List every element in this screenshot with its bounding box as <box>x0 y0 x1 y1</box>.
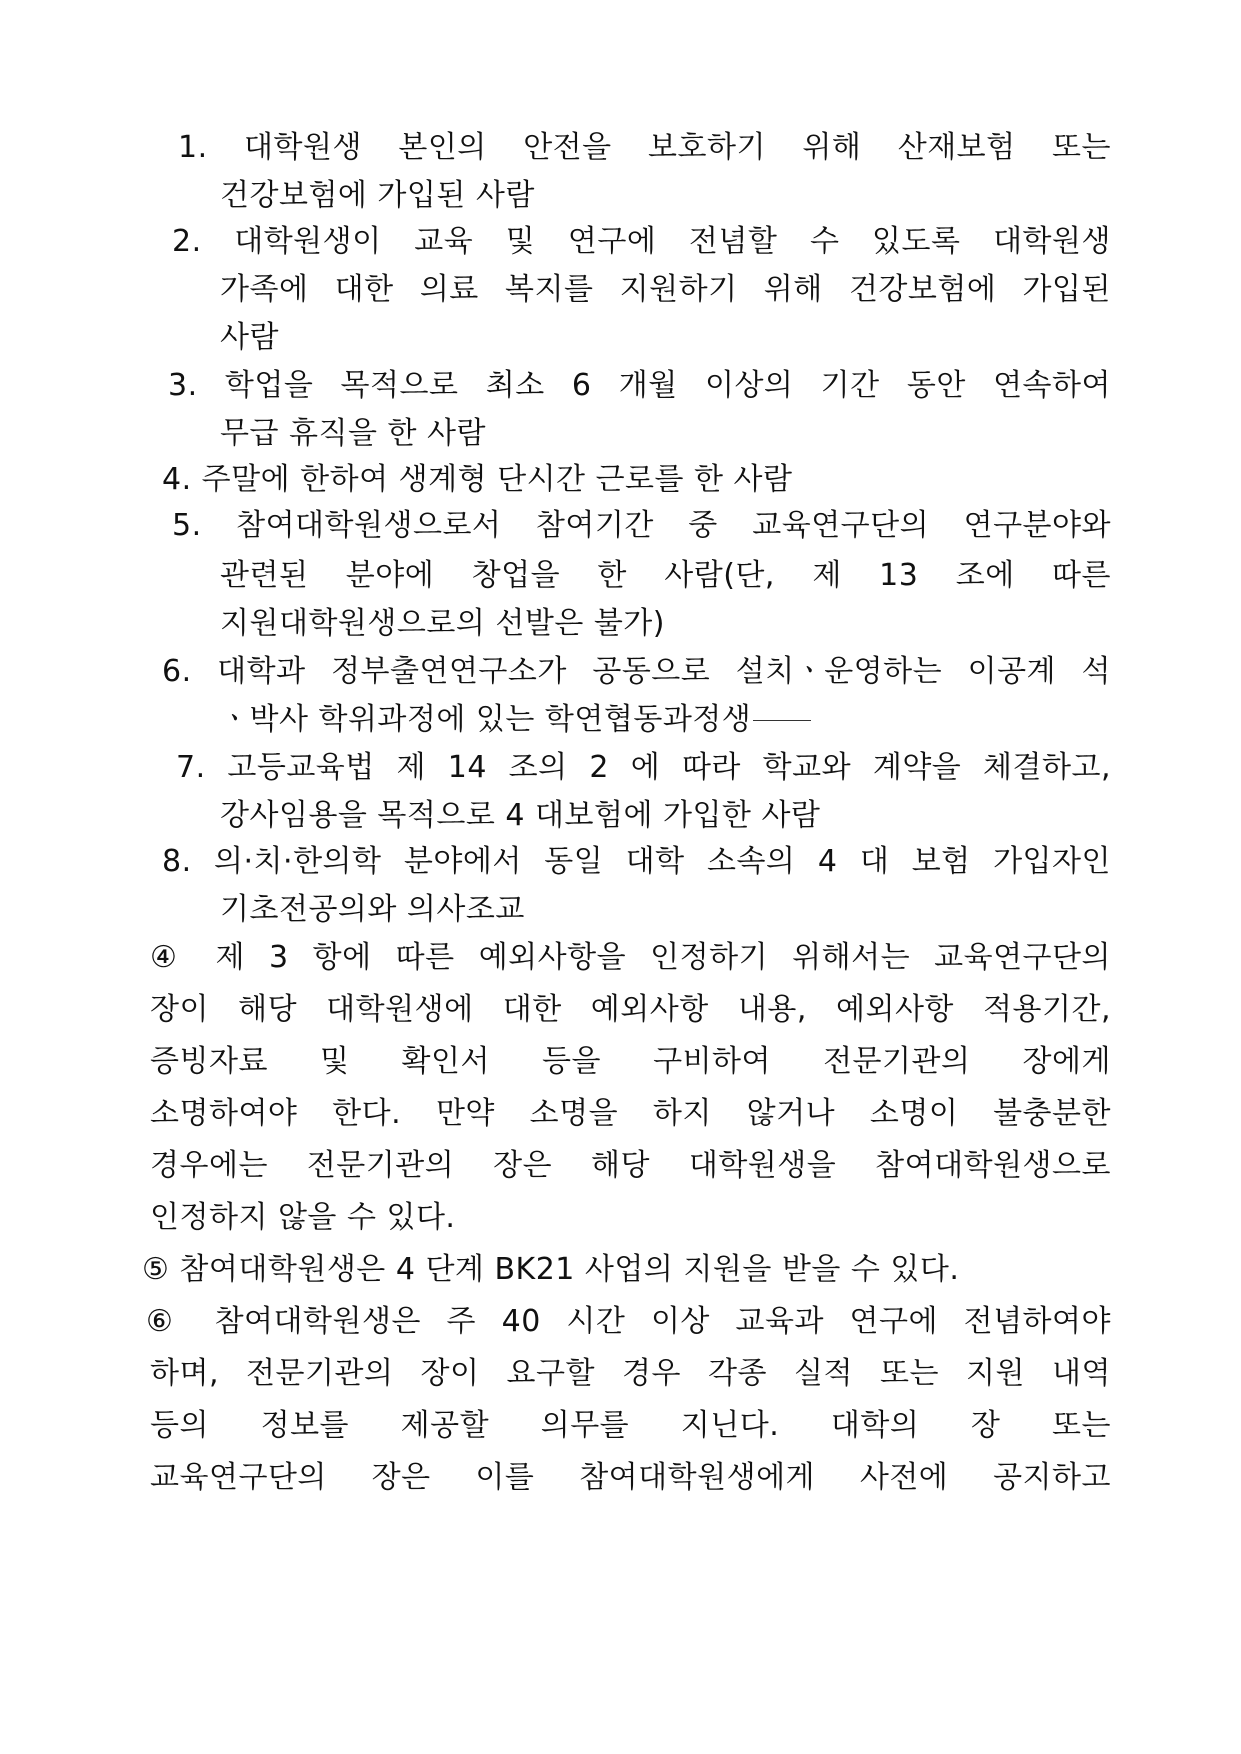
list-item-4-line-1: 4. 주말에 한하여 생계형 단시간 근로를 한 사람 <box>162 462 793 497</box>
list-item-8-line-2: 기초전공의와 의사조교 <box>220 892 525 927</box>
underline-rule <box>753 720 811 721</box>
paragraph-4-line-1: ④ 제 3 항에 따른 예외사항을 인정하기 위해서는 교육연구단의 <box>150 940 1111 975</box>
list-item-7-line-1: 7. 고등교육법 제 14 조의 2 에 따라 학교와 계약을 체결하고, <box>176 750 1111 785</box>
paragraph-4-line-2: 장이 해당 대학원생에 대한 예외사항 내용, 예외사항 적용기간, <box>150 992 1111 1027</box>
paragraph-4-line-6: 인정하지 않을 수 있다. <box>150 1200 456 1235</box>
paragraph-4-line-4: 소명하여야 한다. 만약 소명을 하지 않거나 소명이 불충분한 <box>150 1096 1111 1131</box>
list-item-3-line-2: 무급 휴직을 한 사람 <box>220 416 486 451</box>
list-item-5-line-1: 5. 참여대학원생으로서 참여기간 중 교육연구단의 연구분야와 <box>172 508 1111 543</box>
list-item-6-line-1: 6. 대학과 정부출연연구소가 공동으로 설치ㆍ운영하는 이공계 석 <box>162 654 1111 689</box>
paragraph-6-line-4: 교육연구단의 장은 이를 참여대학원생에게 사전에 공지하고 <box>150 1460 1111 1495</box>
paragraph-4-line-5: 경우에는 전문기관의 장은 해당 대학원생을 참여대학원생으로 <box>150 1148 1111 1183</box>
paragraph-6-line-1: ⑥ 참여대학원생은 주 40 시간 이상 교육과 연구에 전념하여야 <box>146 1304 1111 1339</box>
list-item-8-line-1: 8. 의·치·한의학 분야에서 동일 대학 소속의 4 대 보험 가입자인 <box>162 844 1111 879</box>
list-item-2-line-1: 2. 대학원생이 교육 및 연구에 전념할 수 있도록 대학원생 <box>172 224 1111 259</box>
list-item-1-line-1: 1. 대학원생 본인의 안전을 보호하기 위해 산재보험 또는 <box>178 130 1111 165</box>
list-item-2-line-2: 가족에 대한 의료 복지를 지원하기 위해 건강보험에 가입된 <box>220 272 1111 307</box>
paragraph-6-line-3: 등의 정보를 제공할 의무를 지닌다. 대학의 장 또는 <box>150 1408 1111 1443</box>
list-item-6-line-2 <box>220 700 811 740</box>
list-item-7-line-2: 강사임용을 목적으로 4 대보험에 가입한 사람 <box>220 798 821 833</box>
list-item-5-line-2: 관련된 분야에 창업을 한 사람(단, 제 13 조에 따른 <box>220 558 1111 593</box>
paragraph-5-line-1: ⑤ 참여대학원생은 4 단계 BK21 사업의 지원을 받을 수 있다. <box>142 1252 960 1287</box>
list-item-2-line-3: 사람 <box>220 320 279 355</box>
list-item-3-line-1: 3. 학업을 목적으로 최소 6 개월 이상의 기간 동안 연속하여 <box>168 368 1111 403</box>
list-item-6-line-2-text: ㆍ박사 학위과정에 있는 학연협동과정생 <box>220 702 752 737</box>
list-item-1-line-2: 건강보험에 가입된 사람 <box>220 178 535 213</box>
paragraph-6-line-2: 하며, 전문기관의 장이 요구할 경우 각종 실적 또는 지원 내역 <box>150 1356 1111 1391</box>
paragraph-4-line-3: 증빙자료 및 확인서 등을 구비하여 전문기관의 장에게 <box>150 1044 1111 1079</box>
list-item-5-line-3: 지원대학원생으로의 선발은 불가) <box>220 606 665 641</box>
